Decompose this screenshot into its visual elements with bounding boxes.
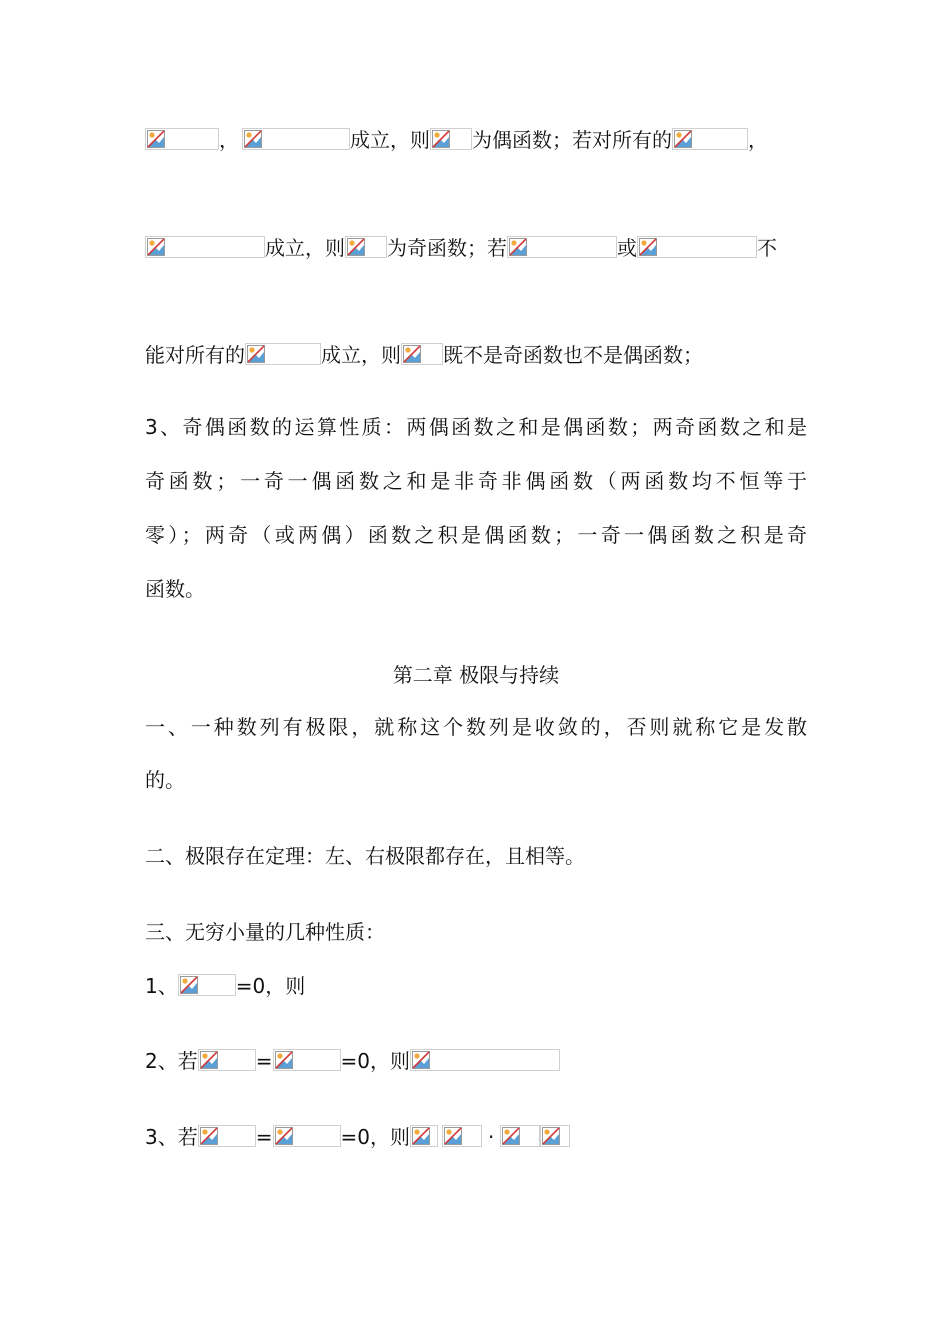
broken-image-icon: [444, 1127, 462, 1145]
formula-image: [401, 343, 443, 365]
broken-image-icon: [147, 130, 165, 148]
chapter-title: 第二章 极限与持续: [392, 663, 560, 687]
equals-sign: =: [255, 1049, 273, 1073]
formula-image: [540, 1125, 570, 1147]
text: =0，则: [235, 974, 306, 998]
item-prefix: 1、: [145, 974, 178, 998]
para2-line: 奇函数；一奇一偶函数之和是非奇非偶函数（两函数均不恒等于: [145, 469, 807, 493]
formula-image: [198, 1049, 256, 1071]
formula-image: [198, 1125, 256, 1147]
item-1: [145, 972, 807, 1000]
text: 能对所有的: [145, 343, 245, 367]
formula-image: [442, 1125, 482, 1147]
para2-line: 零）；两奇（或两偶）函数之积是偶函数；一奇一偶函数之积是奇: [145, 523, 807, 547]
text: =0，则: [340, 1049, 410, 1073]
broken-image-icon: [247, 345, 265, 363]
text: 为偶函数；若对所有的: [472, 128, 672, 152]
broken-image-icon: [674, 130, 692, 148]
equals-sign: =: [255, 1125, 273, 1149]
broken-image-icon: [347, 238, 365, 256]
item-2: [145, 1047, 807, 1075]
formula-image: [672, 128, 748, 150]
formula-image: [245, 343, 321, 365]
para2-line: 3、奇偶函数的运算性质：两偶函数之和是偶函数；两奇函数之和是: [145, 415, 807, 439]
formula-image: [500, 1125, 540, 1147]
broken-image-icon: [412, 1127, 430, 1145]
formula-image: [410, 1049, 560, 1071]
item-prefix: 2、若: [145, 1049, 198, 1073]
broken-image-icon: [275, 1051, 293, 1069]
formula-image: [145, 128, 219, 150]
section-2: 二、极限存在定理：左、右极限都存在，且相等。: [145, 844, 585, 868]
section-1-line2: 的。: [145, 768, 185, 792]
para1-line1: [145, 126, 807, 154]
text: 成立，则: [321, 343, 401, 367]
para2-line: 函数。: [145, 577, 205, 601]
text: =0，则: [340, 1125, 410, 1149]
formula-image: [145, 236, 265, 258]
broken-image-icon: [542, 1127, 560, 1145]
section-3: 三、无穷小量的几种性质：: [145, 920, 385, 944]
text: 成立，则: [350, 128, 430, 152]
item-prefix: 3、若: [145, 1125, 198, 1149]
formula-image: [637, 236, 757, 258]
section-1-line1: 一、一种数列有极限，就称这个数列是收敛的，否则就称它是发散: [145, 715, 807, 739]
formula-image: [507, 236, 617, 258]
item-3: [145, 1123, 807, 1151]
broken-image-icon: [412, 1051, 430, 1069]
broken-image-icon: [200, 1051, 218, 1069]
broken-image-icon: [200, 1127, 218, 1145]
text: 为奇函数；若: [387, 236, 507, 260]
broken-image-icon: [403, 345, 421, 363]
para1-line3: [145, 341, 807, 369]
formula-image: [410, 1125, 438, 1147]
formula-image: [273, 1125, 341, 1147]
broken-image-icon: [147, 238, 165, 256]
text: ，: [219, 128, 239, 152]
formula-image: [345, 236, 387, 258]
formula-image: [178, 974, 236, 996]
broken-image-icon: [432, 130, 450, 148]
text: 或: [617, 236, 637, 260]
broken-image-icon: [639, 238, 657, 256]
text: 成立，则: [265, 236, 345, 260]
broken-image-icon: [275, 1127, 293, 1145]
broken-image-icon: [509, 238, 527, 256]
para1-line2: [145, 234, 807, 262]
text: 不: [757, 236, 777, 260]
formula-image: [273, 1049, 341, 1071]
formula-image: [242, 128, 350, 150]
broken-image-icon: [244, 130, 262, 148]
broken-image-icon: [502, 1127, 520, 1145]
dot-operator: ·: [487, 1125, 495, 1149]
text: 既不是奇函数也不是偶函数；: [443, 343, 703, 367]
formula-image: [430, 128, 472, 150]
text: ，: [748, 128, 768, 152]
broken-image-icon: [180, 976, 198, 994]
